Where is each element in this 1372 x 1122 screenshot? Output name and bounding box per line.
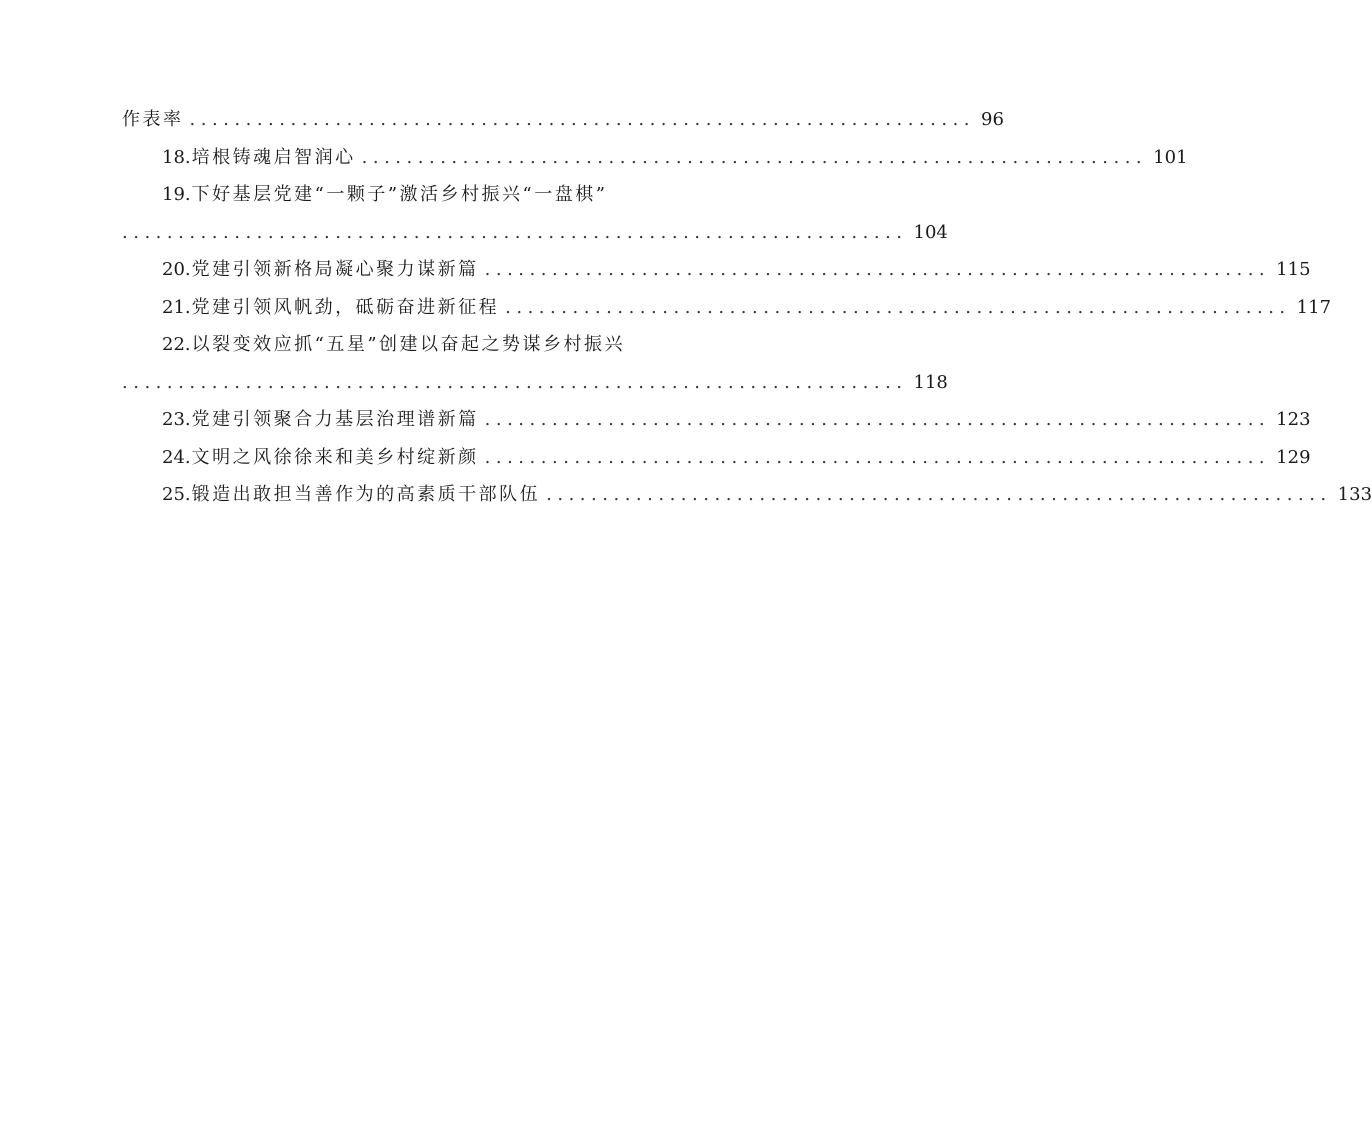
toc-entry-page: 115	[1276, 259, 1311, 280]
toc-entry-number: 23.	[162, 409, 191, 430]
toc-entry-number: 18.	[162, 146, 191, 168]
toc-leader: ......................................................................	[361, 146, 1148, 168]
toc-entry-title: 以裂变效应抓“五星”创建以奋起之势谋乡村振兴	[191, 334, 626, 355]
toc-entry-page: 104	[913, 221, 948, 243]
toc-entry[interactable]	[122, 139, 1188, 177]
toc-entry-number: 21.	[162, 296, 191, 318]
toc-entry[interactable]	[122, 476, 1372, 514]
toc-leader: ......................................................................	[189, 109, 976, 130]
toc-entry[interactable]	[122, 439, 1311, 477]
toc-entry[interactable]	[122, 176, 674, 214]
toc-entry-number: 20.	[162, 259, 191, 280]
toc-entry-title: 文明之风徐徐来和美乡村绽新颜	[191, 446, 479, 468]
toc-entry-title: 作表率	[122, 109, 184, 130]
toc-entry[interactable]	[122, 401, 1311, 439]
toc-entry-title: 下好基层党建“一颗子”激活乡村振兴“一盘棋”	[191, 184, 608, 205]
toc-entry-title: 党建引领风帆劲，砥砺奋进新征程	[191, 296, 500, 318]
toc-entry-page: 96	[981, 109, 1004, 130]
toc-entry[interactable]	[122, 101, 1004, 139]
toc-leader: ......................................................................	[484, 259, 1271, 280]
table-of-contents	[122, 101, 1372, 514]
toc-entry-number: 19.	[162, 184, 191, 205]
toc-entry[interactable]	[122, 326, 674, 364]
toc-entry-continuation[interactable]	[122, 214, 948, 252]
toc-entry[interactable]	[122, 251, 1311, 289]
toc-entry-number: 22.	[162, 334, 191, 355]
toc-leader: ......................................................................	[122, 221, 908, 243]
toc-leader: ......................................................................	[122, 371, 908, 393]
toc-leader: ......................................................................	[505, 296, 1291, 318]
toc-leader: ......................................................................	[546, 484, 1332, 505]
toc-entry-continuation[interactable]	[122, 364, 948, 402]
toc-entry-page: 117	[1296, 296, 1332, 318]
toc-entry-title: 党建引领新格局凝心聚力谋新篇	[191, 259, 479, 280]
toc-leader: ......................................................................	[484, 409, 1271, 430]
toc-entry-page: 129	[1276, 446, 1311, 468]
toc-entry-page: 101	[1153, 146, 1188, 168]
toc-entry-number: 24.	[162, 446, 191, 468]
toc-entry-title: 培根铸魂启智润心	[191, 146, 356, 168]
toc-entry-title: 党建引领聚合力基层治理谱新篇	[191, 409, 479, 430]
toc-entry[interactable]	[122, 289, 1332, 327]
toc-entry-page: 118	[913, 371, 948, 393]
toc-entry-page: 133	[1337, 484, 1372, 505]
toc-leader: ......................................................................	[484, 446, 1271, 468]
toc-entry-page: 123	[1276, 409, 1311, 430]
toc-entry-number: 25.	[162, 484, 191, 505]
toc-entry-title: 锻造出敢担当善作为的高素质干部队伍	[191, 484, 541, 505]
